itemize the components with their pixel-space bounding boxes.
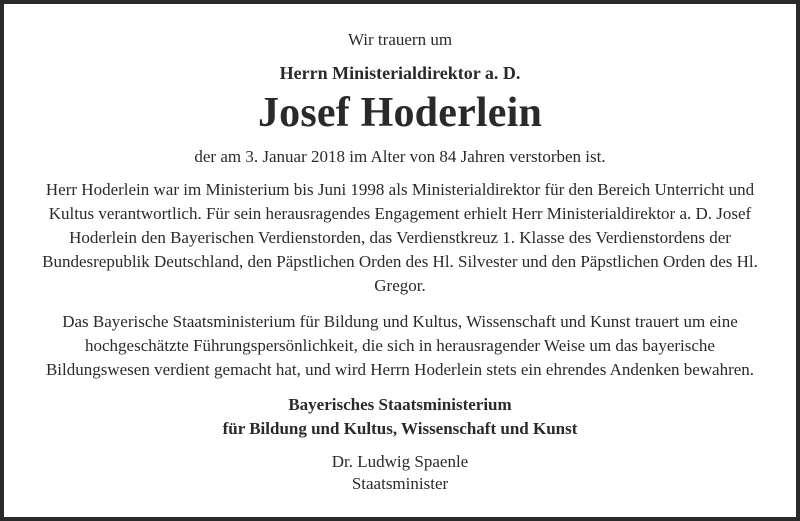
ministry-signature (32, 393, 768, 441)
intro-text: Wir trauern um (347, 30, 453, 49)
mourning-paragraph: Das Bayerische Staatsministerium für Bildung und Kultus, Wissenschaft und Kunst trauert um eine hochgeschätzte Führungspersönlichkeit, die sich in herausragender Weise um das bayerische Bildungswesen verdient gemacht hat, und wird Herrn Hoderlein stets ein ehrendes Andenken bewahren. (45, 312, 755, 379)
signer-block (32, 451, 768, 495)
honorific-title: Herrn Ministerialdirektor a. D. (279, 63, 521, 83)
death-line: der am 3. Januar 2018 im Alter von 84 Jahren verstorben ist. (194, 147, 606, 166)
ministry-name-line1: Bayerisches Staatsministerium (288, 395, 512, 414)
deceased-name: Josef Hoderlein (257, 90, 543, 136)
ministry-name-line2: für Bildung und Kultus, Wissenschaft und Kunst (222, 419, 578, 438)
signer-name: Dr. Ludwig Spaenle (331, 452, 469, 471)
career-paragraph: Herr Hoderlein war im Ministerium bis Juni 1998 als Ministerialdirektor für den Bereich Unterricht und Kultus verantwortlich. Für sein herausragendes Engagement erhielt Herr Ministerialdirektor a. D. Josef Hoderlein den Bayerischen Verdienstorden, das Verdienstkreuz 1. Klasse des Verdienstordens der Bundesrepublik Deutschland, den Päpstlichen Orden des Hl. Silvester und den Päpstlichen Orden des Hl. Gregor. (42, 180, 758, 295)
signer-title: Staatsminister (351, 474, 449, 493)
